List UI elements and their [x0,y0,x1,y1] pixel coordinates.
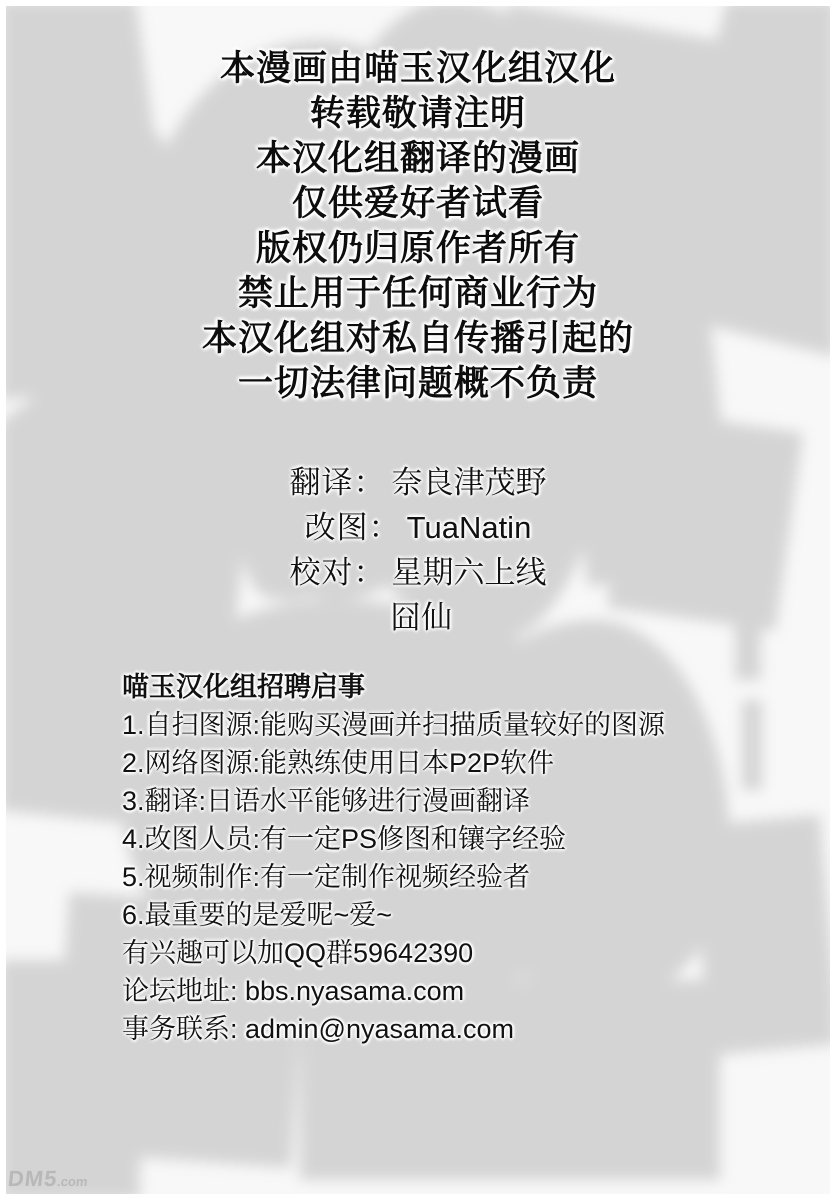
credit-name: 囧仙 [390,600,452,635]
notice-line: 本汉化组翻译的漫画 [255,139,580,178]
recruitment-item: 2.网络图源:能熟练使用日本P2P软件 [122,748,555,778]
credit-row [0,505,836,550]
notice-line: 一切法律问题概不负责 [237,364,598,403]
credit-name: 奈良津茂野 [391,465,547,500]
notice-line: 禁止用于任何商业行为 [237,274,598,313]
recruitment-block [122,668,806,1048]
recruitment-contact-forum: 论坛地址: bbs.nyasama.com [122,976,465,1006]
recruitment-contact-email: 事务联系: admin@nyasama.com [122,1014,515,1044]
notice-line: 转载敬请注明 [309,94,526,133]
site-watermark [7,1166,90,1192]
recruitment-item: 5.视频制作:有一定制作视频经验者 [122,862,531,892]
notice-line: 仅供爱好者试看 [291,184,544,223]
credit-name: TuaNatin [406,510,532,545]
notice-line: 本漫画由喵玉汉化组汉化 [219,49,616,88]
recruitment-item: 3.翻译:日语水平能够进行漫画翻译 [122,786,531,816]
watermark-subtext: .com [56,1174,89,1189]
credit-role-label: 校对： [289,555,386,590]
credit-row [0,460,836,505]
credit-role-label: 翻译： [289,465,386,500]
recruitment-item: 6.最重要的是爱呢~爱~ [122,900,393,930]
credit-role-label: 改图： [304,510,401,545]
notice-line: 版权仍归原作者所有 [255,229,580,268]
credit-name: 星期六上线 [391,555,547,590]
credit-row [0,595,836,640]
recruitment-contact-qq: 有兴趣可以加QQ群59642390 [122,938,474,968]
watermark-text: DM5 [6,1166,59,1191]
notice-line: 本汉化组对私自传播引起的 [201,319,634,358]
recruitment-item: 1.自扫图源:能购买漫画并扫描质量较好的图源 [122,710,666,740]
recruitment-item: 4.改图人员:有一定PS修图和镶字经验 [122,824,567,854]
scanlation-notice [0,46,836,406]
credit-row [0,550,836,595]
recruitment-title: 喵玉汉化组招聘启事 [122,672,365,702]
staff-credits [0,460,836,640]
